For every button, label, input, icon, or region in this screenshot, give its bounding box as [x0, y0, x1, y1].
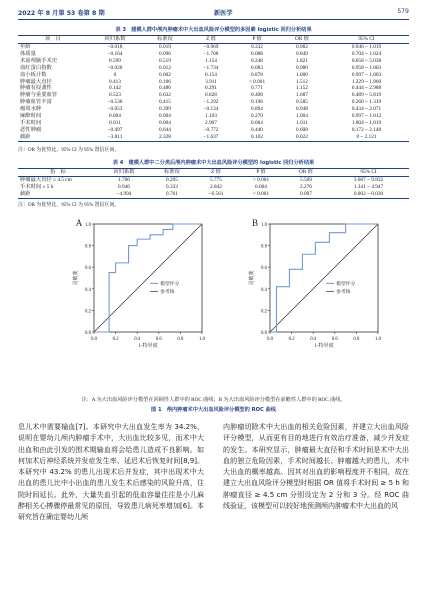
- table-cell: 0.632: [159, 92, 171, 99]
- table-cell: 0.878: [251, 71, 263, 78]
- table-row: [18, 79, 409, 86]
- table-cell: 1.152: [296, 85, 308, 92]
- table-cell: 0.440: [251, 126, 263, 133]
- row-label: 恶性肿瘤: [20, 126, 42, 133]
- table-cell: 0.002: [159, 71, 171, 78]
- table3-header-row: [18, 36, 409, 44]
- panel-label: A: [75, 218, 83, 228]
- table-row: [18, 65, 409, 72]
- table-cell: 0.333: [166, 183, 178, 190]
- table-cell: 0.106: [159, 78, 171, 85]
- x-tick-label: 0.0: [267, 337, 273, 342]
- table-row: [18, 177, 409, 184]
- table3-header-cell: 标准误: [142, 36, 188, 44]
- table-cell: 0.997 ~ 1.003: [351, 71, 382, 78]
- table3-note: 注：OR 为优势比，95% CI 为 95% 置信区间。: [18, 148, 120, 153]
- table-cell: 0.982: [296, 44, 308, 50]
- table4-header-cell: 标准误: [150, 169, 194, 177]
- y-tick-label: 0.2: [261, 309, 267, 315]
- table-cell: 0.399: [159, 106, 171, 113]
- running-header: [18, 6, 409, 18]
- table-cell: 2.328: [142, 134, 188, 141]
- table-cell: < 0.001: [248, 78, 266, 85]
- panel-label: B: [251, 218, 259, 228]
- reference-line: [270, 224, 378, 332]
- body-column-left: [18, 422, 204, 524]
- row-label: 手术时间 ≥ 5 h: [20, 183, 54, 190]
- row-label: 肿瘤最大直径: [20, 78, 52, 85]
- y-axis-label: 灵敏度: [74, 270, 79, 286]
- table-cell: 3.087 ~ 9.832: [353, 177, 384, 183]
- y-tick-label: 1.0: [85, 223, 91, 228]
- table-cell: −6.561: [194, 191, 238, 198]
- y-tick-label: 0.2: [85, 309, 91, 315]
- header-rule: [18, 19, 409, 20]
- table4-header-row: [18, 169, 409, 177]
- legend-ref-label: 参考线: [160, 290, 175, 296]
- table-row: [18, 58, 409, 65]
- table-cell: −0.969: [203, 44, 219, 50]
- table-cell: 0.004: [255, 183, 267, 190]
- figure-title: 图 1 颅内肿瘤术中大出血风险评分模型的 ROC 曲线: [151, 407, 276, 413]
- table4-header-cell: P 值: [238, 169, 284, 177]
- table-cell: 0.413: [109, 78, 121, 85]
- table-cell: 5.775: [210, 177, 222, 183]
- table-row: [18, 184, 409, 191]
- table-cell: < 0.001: [238, 191, 284, 198]
- table-cell: 0.408: [251, 92, 263, 99]
- row-label: 肿瘤有侵袭性: [20, 85, 52, 92]
- table-cell: 1.512: [296, 78, 308, 85]
- x-tick-label: 0.8: [353, 337, 360, 342]
- row-label: 手术时间: [20, 119, 42, 126]
- table-cell: 0.585: [296, 99, 308, 106]
- table-cell: 1.004: [296, 113, 308, 120]
- table-cell: 0.958 ~ 1.003: [351, 64, 382, 71]
- table-cell: −0.020: [107, 64, 123, 71]
- table-cell: 0.980: [296, 64, 308, 71]
- row-label: 截距: [18, 191, 98, 198]
- table-cell: 0.004: [109, 113, 121, 120]
- row-label: 肿瘤与重要血管: [20, 92, 58, 99]
- table-cell: 1.341 ~ 4.947: [353, 183, 384, 190]
- table-cell: 1.229 ~ 1.860: [351, 78, 382, 85]
- x-tick-label: 1.0: [199, 337, 205, 342]
- legend-model-label: 模型评分: [160, 282, 180, 288]
- table3-header-cell: P 值: [234, 36, 280, 44]
- table-cell: 1.706: [118, 177, 130, 183]
- table-cell: 0.011: [109, 119, 121, 126]
- table-row: [18, 134, 409, 141]
- table-row: [18, 120, 409, 127]
- table-cell: 0.946 ~ 1.019: [351, 44, 382, 50]
- x-tick-label: 0.4: [310, 337, 317, 342]
- table-cell: 0.295: [166, 177, 178, 183]
- legend-model-label: 模型评分: [336, 282, 356, 288]
- table-cell: 0.415: [159, 99, 171, 106]
- table-cell: 1.103: [205, 113, 217, 120]
- table-cell: 0.248: [251, 57, 263, 64]
- legend-ref-label: 参考线: [336, 290, 351, 296]
- table-cell: 0.096: [159, 50, 171, 57]
- table-cell: 0.172 ~ 2.148: [351, 126, 382, 133]
- x-tick-label: 0.6: [155, 337, 162, 342]
- table3-header-cell: Z 值: [188, 36, 234, 44]
- table-cell: 0 ~ 2.121: [324, 134, 409, 141]
- body-column-right: [223, 422, 409, 512]
- table-cell: 0.599: [109, 57, 121, 64]
- table-cell: 0.828: [205, 92, 217, 99]
- table4-header-cell: OR 值: [284, 169, 328, 177]
- y-tick-label: 0.4: [261, 287, 267, 293]
- table-cell: −0.772: [203, 126, 219, 133]
- table-cell: 0.196: [251, 99, 263, 106]
- table4-header-cell: 指 标: [18, 169, 98, 177]
- table-cell: −1.708: [203, 50, 219, 57]
- table-row: [18, 106, 409, 113]
- journal-name: 新医学: [214, 10, 233, 17]
- table-cell: 5.509: [300, 177, 312, 183]
- table-row: [18, 51, 409, 58]
- row-label: 血红蛋白指数: [20, 64, 52, 71]
- table-cell: 0.102: [234, 134, 280, 141]
- table-cell: 1.687: [296, 92, 308, 99]
- table-cell: −1.637: [188, 134, 234, 141]
- table-cell: 0.019: [159, 44, 171, 50]
- table3-header-cell: 回归系数: [88, 36, 142, 44]
- table-cell: 1.154: [205, 57, 217, 64]
- table-cell: 0.142: [109, 85, 121, 92]
- table-cell: 0.088: [251, 50, 263, 57]
- table-cell: 3.911: [205, 78, 217, 85]
- figure-note: 注：A 为大出血风险评分模型在回顾性人群中的 ROC 曲线；B 为大出血风险评分模型在前瞻性人群中的 ROC 曲线。: [81, 397, 346, 403]
- x-axis-label: 1-特异度: [314, 344, 334, 349]
- table3-header-cell: 项 目: [18, 36, 88, 44]
- table-cell: 0.523: [109, 92, 121, 99]
- journal-issue: 2022 年 8 月第 53 卷第 8 期: [18, 10, 105, 17]
- x-tick-label: 0.6: [331, 337, 338, 342]
- y-tick-label: 0.4: [85, 287, 91, 293]
- table-row: [18, 85, 409, 92]
- table-cell: −0.018: [107, 44, 123, 50]
- table3-header-cell: OR 值: [280, 36, 324, 44]
- table-cell: 0.608: [296, 126, 308, 133]
- table-cell: 0.658 ~ 5.038: [351, 57, 382, 64]
- table-cell: 0.022: [280, 134, 324, 141]
- table-cell: 1.004 ~ 1.019: [351, 119, 382, 126]
- table-cell: 0.948: [296, 106, 308, 113]
- table-cell: 1.011: [296, 119, 308, 126]
- table-row: [18, 72, 409, 79]
- row-label: 截距: [18, 134, 88, 141]
- table-cell: 0: [113, 71, 117, 78]
- y-tick-label: 1.0: [261, 223, 267, 228]
- row-label: 肿瘤血管丰富: [20, 99, 52, 106]
- table-cell: −0.053: [107, 106, 123, 113]
- table4-caption: 表 4 建模人群中二分类后颅内肿瘤术中大出血风险评分模型的 logistic 回归分析结果: [112, 160, 315, 166]
- body-paragraph-left: 息儿术中需要输血[7]。本研究中大出血发生率为 34.2%，说明在婴幼儿颅内肿瘤手术中，大出血比较多见，而术中大出血和由此引发的围术期输血将会给患儿造成不良影响。如何加术后神经系统并发症发生率、延迟术后恢复时间[8,9]。本研究中 43.2% 的患儿出现术后并发症，其中出现术中大出血的患儿比中小出血的患儿发生术后感染的风险升高，住院时间延长。此外，大量失血引起的低血容量往往是小儿麻醉相关心搏骤停最常见的原因，导致患儿病死率增加[6]。本研究旨在确定婴幼儿颅: [18, 423, 204, 522]
- roc-figure: [0, 212, 427, 392]
- table-cell: 0.083: [251, 64, 263, 71]
- table-cell: −4.994: [98, 191, 150, 198]
- row-label: 血小板计数: [20, 71, 47, 78]
- y-tick-label: 0.0: [85, 331, 91, 336]
- reference-line: [94, 224, 202, 332]
- table4: [18, 168, 409, 199]
- table3-header-cell: 95% CI: [324, 36, 409, 44]
- table-cell: 1.000: [296, 71, 308, 78]
- table-cell: 0.012: [159, 64, 171, 71]
- table-cell: 0.644: [159, 126, 171, 133]
- table-cell: 2.907: [205, 119, 217, 126]
- table-cell: 0.004: [159, 113, 171, 120]
- x-tick-label: 0.2: [112, 337, 119, 342]
- y-tick-label: 0.8: [261, 244, 267, 250]
- table-cell: 0.444 ~ 2.988: [351, 85, 382, 92]
- table3-caption: 表 3 建模人群中颅内肿瘤术中大出血风险评分模型的多因素 logistic 回归分析结果: [115, 27, 312, 33]
- table-cell: 2.842: [210, 183, 222, 190]
- y-axis-label: 灵敏度: [250, 270, 255, 286]
- page-number: 579: [397, 8, 409, 15]
- table-cell: 2.276: [300, 183, 312, 190]
- table-cell: 0.894: [251, 106, 263, 113]
- table-row: [18, 113, 409, 120]
- table-cell: 0.997 ~ 1.012: [351, 113, 382, 120]
- x-axis-label: 1-特异度: [138, 344, 158, 349]
- table-cell: 0.260 ~ 1.319: [351, 99, 382, 106]
- row-label: 术前颅脑手术史: [20, 57, 58, 64]
- x-tick-label: 0.0: [91, 337, 97, 342]
- table4-header-cell: Z 值: [194, 169, 238, 177]
- table-cell: 0.270: [251, 113, 263, 120]
- row-label: 麻醉时间: [20, 113, 42, 120]
- table-cell: −3.811: [88, 134, 142, 141]
- table-cell: −1.734: [203, 64, 219, 71]
- table-row: [18, 99, 409, 106]
- table-cell: 0.004: [251, 119, 263, 126]
- x-tick-label: 1.0: [375, 337, 381, 342]
- row-label: 年龄: [20, 44, 31, 50]
- table4-header-cell: 95% CI: [328, 169, 409, 177]
- row-label: 体质量: [20, 50, 36, 57]
- x-tick-label: 0.8: [177, 337, 184, 342]
- table-cell: 0.704 ~ 1.024: [351, 50, 382, 57]
- x-tick-label: 0.2: [288, 337, 295, 342]
- table-cell: −0.134: [203, 106, 219, 113]
- row-label: 瘤周水肿: [20, 106, 42, 113]
- y-tick-label: 0.8: [85, 244, 91, 250]
- table-cell: 0.946: [118, 183, 130, 190]
- table-cell: −0.497: [107, 126, 123, 133]
- table-cell: 0.007: [284, 191, 328, 198]
- y-tick-label: 0.0: [261, 331, 267, 336]
- table-cell: 0.486: [159, 85, 171, 92]
- table-cell: −0.536: [107, 99, 123, 106]
- x-tick-label: 0.4: [134, 337, 141, 342]
- table-cell: 0.771: [251, 85, 263, 92]
- y-tick-label: 0.6: [261, 266, 267, 272]
- table-cell: 0.434 ~ 2.071: [351, 106, 382, 113]
- table3: [18, 35, 409, 142]
- table-cell: 1.821: [296, 57, 308, 64]
- table-cell: 0.489 ~ 5.819: [351, 92, 382, 99]
- y-tick-label: 0.6: [85, 266, 91, 272]
- table-row: [18, 127, 409, 134]
- table-cell: 0.519: [159, 57, 171, 64]
- table-row: [18, 191, 409, 198]
- table-cell: −1.292: [203, 99, 219, 106]
- table4-header-cell: 回归系数: [98, 169, 150, 177]
- table4-note: 注：OR 为优势比，95% CI 为 95% 置信区间。: [18, 203, 120, 208]
- table-row: [18, 92, 409, 99]
- table-cell: 0.291: [205, 85, 217, 92]
- table-cell: 0.004: [159, 119, 171, 126]
- table-row: [18, 44, 409, 51]
- table-cell: < 0.001: [252, 177, 270, 183]
- table-cell: −0.164: [107, 50, 123, 57]
- table-cell: 0.002 ~ 0.030: [328, 191, 409, 198]
- row-label: 肿瘤最大直径 ≥ 4.5 cm: [20, 177, 72, 183]
- table-cell: 0.332: [251, 44, 263, 50]
- table-cell: 0.154: [205, 71, 217, 78]
- body-paragraph-right: 内肿瘤切除术中大出血的相关危险因素，并建立大出血风险评分模型，从而更有目的地进行有效治疗准备，减少并发症的发生。本研究显示，肿瘤最大直径和手术时间是术中大出血的独立危险因素，手术时间越长、肿瘤越大的患儿，术中大出血的概率越高。因其对出血的影响程度并不相同，故在建立大出血风险评分模型时根据 OR 值将手术时间 ≥ 5 h 和肿瘤直径 ≥ 4.5 cm 分别设定为 2 分和 3 分。经 ROC 曲线验证，该模型可以较好地预测颅内肿瘤术中大出血的风: [223, 423, 409, 511]
- table-cell: 0.849: [296, 50, 308, 57]
- table-cell: 0.761: [150, 191, 194, 198]
